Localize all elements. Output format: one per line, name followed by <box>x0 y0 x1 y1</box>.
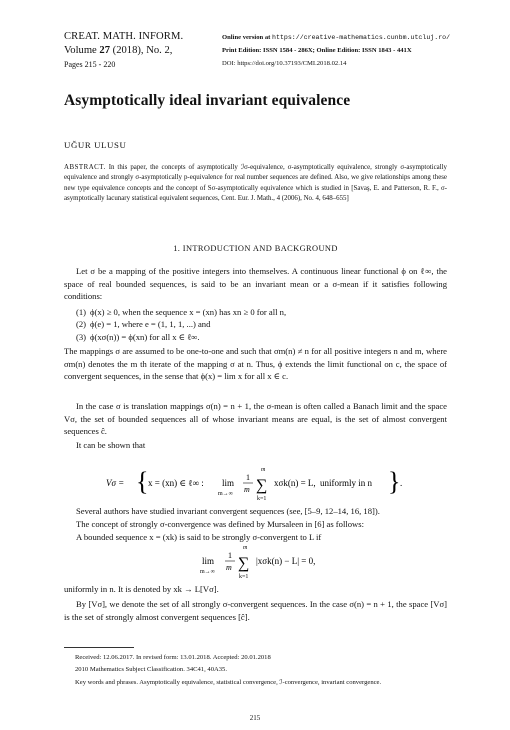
formula-frac-num: 1 <box>246 473 250 482</box>
sum-sign-icon: ∑ <box>238 555 250 572</box>
formula-term: |xσk(n) − L| = 0, <box>256 556 316 566</box>
paragraph-3: In the case σ is translation mappings σ(n) = n + 1, the σ-mean is often called a Banach limit and the space Vσ, the set of bounded sequences all of whose invariant means are equal, is the set of almost convergent sequences ĉ. <box>64 401 447 436</box>
formula-lhs: Vσ = <box>106 478 125 488</box>
sum-sign-icon: ∑ <box>256 477 268 494</box>
volume-prefix: Volume <box>64 45 100 56</box>
paragraph-6: The concept of strongly σ-convergence was defined by Mursaleen in [6] as follows: <box>76 519 364 529</box>
list-item <box>76 331 286 343</box>
online-version <box>222 34 450 41</box>
right-brace-icon: } <box>388 467 401 496</box>
formula-end: . <box>400 478 403 488</box>
doi-line: DOI: https://doi.org/10.37193/CMI.2018.02.14 <box>222 60 347 67</box>
list-item-text: ϕ(xσ(n)) = ϕ(xn) for all x ∈ ℓ∞. <box>90 331 200 342</box>
list-item <box>76 306 286 318</box>
paragraph-9: By [Vσ], we denote the set of all strongly σ-convergent sequences. In the case σ(n) = n + 1, the space [Vσ] is the set of strongly almost convergent sequences [ĉ]. <box>64 599 447 622</box>
online-url-link[interactable]: https://creative-mathematics.cunbm.utcluj.ro/ <box>272 34 451 41</box>
abstract-text: In this paper, the concepts of asymptotically ℐσ-equivalence, σ-asymptotically equivalence, strongly σ-asymptotically equivalence and strongly σ-asymptotically p-equivalence for real number sequences are defined. Also, we give relationships among these new type equivalence concepts and the concept of Sσ-asymptotically equivalence which is studied in [Savaş, E. and Patterson, R. F., σ-asymptotically lacunary statistical equivalent sequences, Cent. Eur. J. Math., 4 (2006), No. 4, 648–655] <box>64 164 447 202</box>
list-item-number: (2) <box>76 319 87 330</box>
formula-lim-sub: m→∞ <box>200 569 215 575</box>
author-name: UĞUR ULUSU <box>64 140 127 150</box>
formula-lim: lim <box>222 478 235 488</box>
paper-title: Asymptotically ideal invariant equivalence <box>64 92 351 109</box>
list-item-number: (1) <box>76 307 87 317</box>
formula-frac-num: 1 <box>228 551 232 560</box>
paragraph-1: Let σ be a mapping of the positive integers into themselves. A continuous linear functional ϕ on ℓ∞, the space of real bounded sequences, is said to be an invariant mean or a σ-mean if it satisfies following conditions: <box>64 266 447 301</box>
volume-suffix: (2018), No. 2, <box>110 45 173 56</box>
list-item <box>76 318 286 330</box>
online-prefix: Online version at <box>222 34 273 41</box>
paragraph-4: It can be shown that <box>76 440 146 450</box>
paragraph-8: uniformly in n. It is denoted by xk → L[Vσ]. <box>64 584 219 594</box>
formula-set: x = (xn) ∈ ℓ∞ : <box>148 478 204 488</box>
formula-strong-convergence <box>200 542 340 582</box>
journal-name: CREAT. MATH. INFORM. <box>64 31 184 42</box>
footnote-msc: 2010 Mathematics Subject Classification. 34C41, 40A35. <box>75 666 228 673</box>
formula-tail: uniformly in n <box>320 478 372 488</box>
formula-lim-sub: m→∞ <box>218 491 233 497</box>
footnote-received: Received: 12.06.2017. In revised form: 13.01.2018. Accepted: 20.01.2018 <box>75 654 271 661</box>
list-item-text: ϕ(e) = 1, where e = (1, 1, 1, ...) and <box>90 319 211 330</box>
formula-term: xσk(n) = L, <box>274 478 316 488</box>
paragraph-5: Several authors have studied invariant convergent sequences (see, [5–9, 12–14, 16, 18]). <box>76 506 380 516</box>
formula-frac-den: m <box>244 485 250 494</box>
formula-sum-top: m <box>261 467 266 473</box>
list-item-text: ϕ(x) ≥ 0, when the sequence x = (xn) has xn ≥ 0 for all n, <box>90 307 287 317</box>
journal-pages: Pages 215 - 220 <box>64 60 116 69</box>
volume-number: 27 <box>99 45 111 56</box>
formula-sum-bot: k=1 <box>239 574 249 580</box>
left-brace-icon: { <box>136 467 149 496</box>
formula-v-sigma <box>106 462 426 504</box>
footnote-rule <box>64 647 134 648</box>
abstract <box>64 163 447 204</box>
paragraph-7: A bounded sequence x = (xk) is said to be strongly σ-convergent to L if <box>76 532 322 542</box>
conditions-list <box>76 306 286 343</box>
formula-frac-den: m <box>226 563 232 572</box>
section-heading: 1. INTRODUCTION AND BACKGROUND <box>173 244 338 253</box>
formula-sum-bot: k=1 <box>257 496 267 502</box>
issn-line: Print Edition: ISSN 1584 - 286X; Online Edition: ISSN 1843 - 441X <box>222 47 412 54</box>
list-item-number: (3) <box>76 331 87 342</box>
footnote-keywords: Key words and phrases. Asymptotically equivalence, statistical convergence, ℐ-convergence, invariant convergence. <box>75 679 382 686</box>
formula-lim: lim <box>202 556 215 566</box>
page-number: 215 <box>249 714 261 722</box>
journal-volume <box>64 45 172 56</box>
paragraph-2: The mappings σ are assumed to be one-to-one and such that σm(n) ≠ n for all positive integers n and m, where σm(n) denotes the m th iterate of the mapping σ at n. Thus, ϕ extends the limit functional on c, the space of convergent sequences, in the sense that ϕ(x) = lim x for all x ∈ c. <box>64 346 447 381</box>
formula-sum-top: m <box>243 545 248 551</box>
abstract-label: ABSTRACT. <box>64 164 106 171</box>
